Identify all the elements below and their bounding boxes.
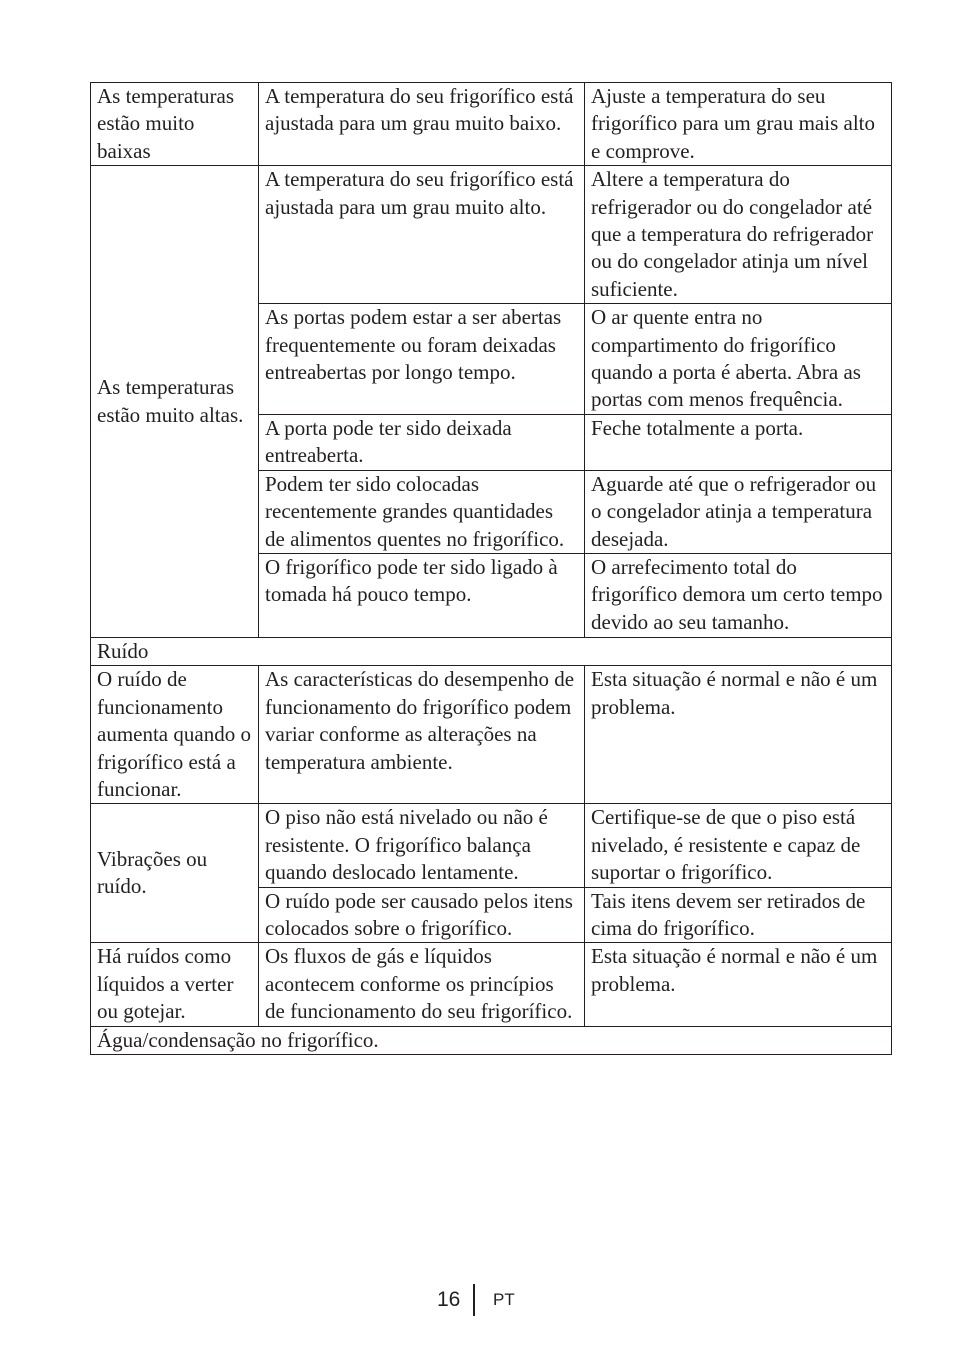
solution-cell: O arrefecimento total do frigorífico demora um certo tempo devido ao seu tamanho.	[585, 553, 892, 637]
cause-cell: As portas podem estar a ser abertas frequentemente ou foram deixadas entreabertas por longo tempo.	[259, 304, 585, 415]
solution-cell: Tais itens devem ser retirados de cima do frigorífico.	[585, 887, 892, 943]
problem-cell: As temperaturas estão muito baixas	[91, 83, 259, 166]
solution-cell: Aguarde até que o refrigerador ou o congelador atinja a temperatura desejada.	[585, 470, 892, 553]
table-row	[91, 83, 892, 166]
cause-cell: Podem ter sido colocadas recentemente grandes quantidades de alimentos quentes no frigorífico.	[259, 470, 585, 553]
cause-cell: Os fluxos de gás e líquidos acontecem conforme os princípios de funcionamento do seu frigorífico.	[259, 943, 585, 1026]
cause-cell: O ruído pode ser causado pelos itens colocados sobre o frigorífico.	[259, 887, 585, 943]
footer-divider	[473, 1284, 475, 1316]
table-row	[91, 666, 892, 804]
section-title-noise: Ruído	[91, 637, 892, 665]
solution-cell: Esta situação é normal e não é um problema.	[585, 666, 892, 804]
page-footer	[0, 1284, 954, 1316]
table-row	[91, 943, 892, 1026]
cause-cell: As características do desempenho de funcionamento do frigorífico podem variar conforme as alterações na temperatura ambiente.	[259, 666, 585, 804]
cause-cell: A temperatura do seu frigorífico está ajustada para um grau muito baixo.	[259, 83, 585, 166]
solution-cell: Certifique-se de que o piso está nivelado, é resistente e capaz de suportar o frigorífico.	[585, 804, 892, 887]
section-header-row	[91, 637, 892, 665]
table-row	[91, 166, 892, 304]
language-code: PT	[493, 1290, 515, 1309]
cause-cell: A porta pode ter sido deixada entreaberta.	[259, 414, 585, 470]
section-title-water: Água/condensação no frigorífico.	[91, 1026, 892, 1054]
solution-cell: Altere a temperatura do refrigerador ou do congelador até que a temperatura do refrigerador ou do congelador atinja um nível suficiente.	[585, 166, 892, 304]
cause-cell: A temperatura do seu frigorífico está ajustada para um grau muito alto.	[259, 166, 585, 304]
table-row	[91, 804, 892, 887]
problem-cell: As temperaturas estão muito altas.	[91, 166, 259, 638]
solution-cell: Esta situação é normal e não é um problema.	[585, 943, 892, 1026]
cause-cell: O piso não está nivelado ou não é resistente. O frigorífico balança quando deslocado lentamente.	[259, 804, 585, 887]
problem-cell: O ruído de funcionamento aumenta quando o frigorífico está a funcionar.	[91, 666, 259, 804]
solution-cell: O ar quente entra no compartimento do frigorífico quando a porta é aberta. Abra as portas com menos frequência.	[585, 304, 892, 415]
solution-cell: Ajuste a temperatura do seu frigorífico para um grau mais alto e comprove.	[585, 83, 892, 166]
problem-cell: Vibrações ou ruído.	[91, 804, 259, 943]
page-number: 16	[437, 1288, 461, 1311]
troubleshooting-table	[90, 82, 892, 1055]
cause-cell: O frigorífico pode ter sido ligado à tomada há pouco tempo.	[259, 553, 585, 637]
solution-cell: Feche totalmente a porta.	[585, 414, 892, 470]
problem-cell: Há ruídos como líquidos a verter ou gotejar.	[91, 943, 259, 1026]
section-header-row	[91, 1026, 892, 1054]
